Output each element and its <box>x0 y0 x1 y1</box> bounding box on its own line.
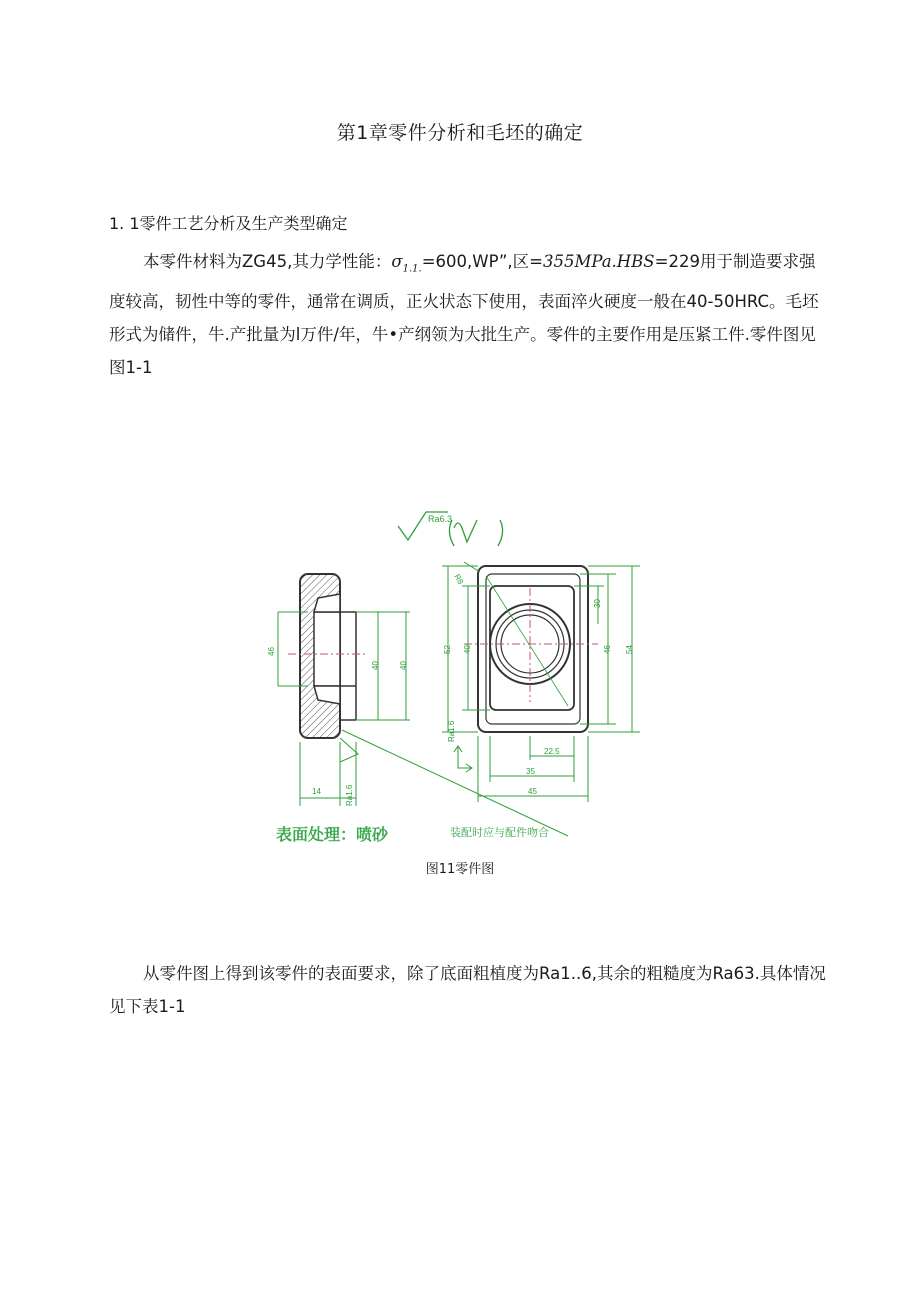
dim-40: 40 <box>371 661 380 670</box>
sigma-symbol: σ <box>391 252 403 271</box>
dim-22-5: 22.5 <box>544 747 560 756</box>
note-assembly: 装配时应与配件吻合 <box>450 827 549 839</box>
dim-46: 46 <box>267 647 276 656</box>
part-drawing <box>268 506 658 851</box>
figure-caption: 图11零件图 <box>425 862 495 877</box>
note-surface-treatment: 表面处理：喷砂 <box>276 827 389 844</box>
sigma-subscript: 1.1. <box>402 263 422 275</box>
dim-40b: 40 <box>399 661 408 670</box>
front-view <box>464 566 598 732</box>
dim-46-front: 46 <box>603 645 612 654</box>
roughness-label: Ra6.3 <box>428 514 453 524</box>
dim-52: 52 <box>443 645 452 654</box>
dim-35: 35 <box>526 767 535 776</box>
dim-40-front: 40 <box>463 645 472 654</box>
chapter-title: 第1章零件分析和毛坯的确定 <box>336 122 584 144</box>
section-heading: 1. 1零件工艺分析及生产类型确定 <box>109 214 348 233</box>
dim-ra16-left: Ra1.6 <box>345 784 354 806</box>
paragraph-roughness: 从零件图上得到该零件的表面要求，除了底面粗植度为Ra1..6,其余的粗糙度为Ra63.具体情况见下表1-1 <box>109 964 826 1016</box>
dim-ra16-front: Ra1.6 <box>447 720 456 742</box>
dim-30: 30 <box>593 599 602 608</box>
paragraph-material <box>109 245 829 384</box>
paragraph-tail: =229用于制造要求强度较高，韧性中等的零件，通常在调质，正火状态下使用，表面淬火硬度一般在40-50HRC。毛坯形式为储件，牛.产批量为l万件/年，牛•产纲领为大批生产。零件的主要作用是压紧工件.零件图见图1-1 <box>109 252 819 378</box>
side-view <box>288 574 368 738</box>
dim-r8: R8 <box>452 572 466 586</box>
dim-14: 14 <box>312 787 321 796</box>
paragraph-italic: =355MPa.HBS <box>529 252 655 271</box>
paragraph-mid: =600,WP”,区 <box>421 252 530 271</box>
dim-54: 54 <box>625 645 634 654</box>
part-drawing-svg <box>268 506 658 851</box>
dim-45: 45 <box>528 787 537 796</box>
paragraph-lead: 本零件材料为ZG45,其力学性能： <box>143 252 392 271</box>
